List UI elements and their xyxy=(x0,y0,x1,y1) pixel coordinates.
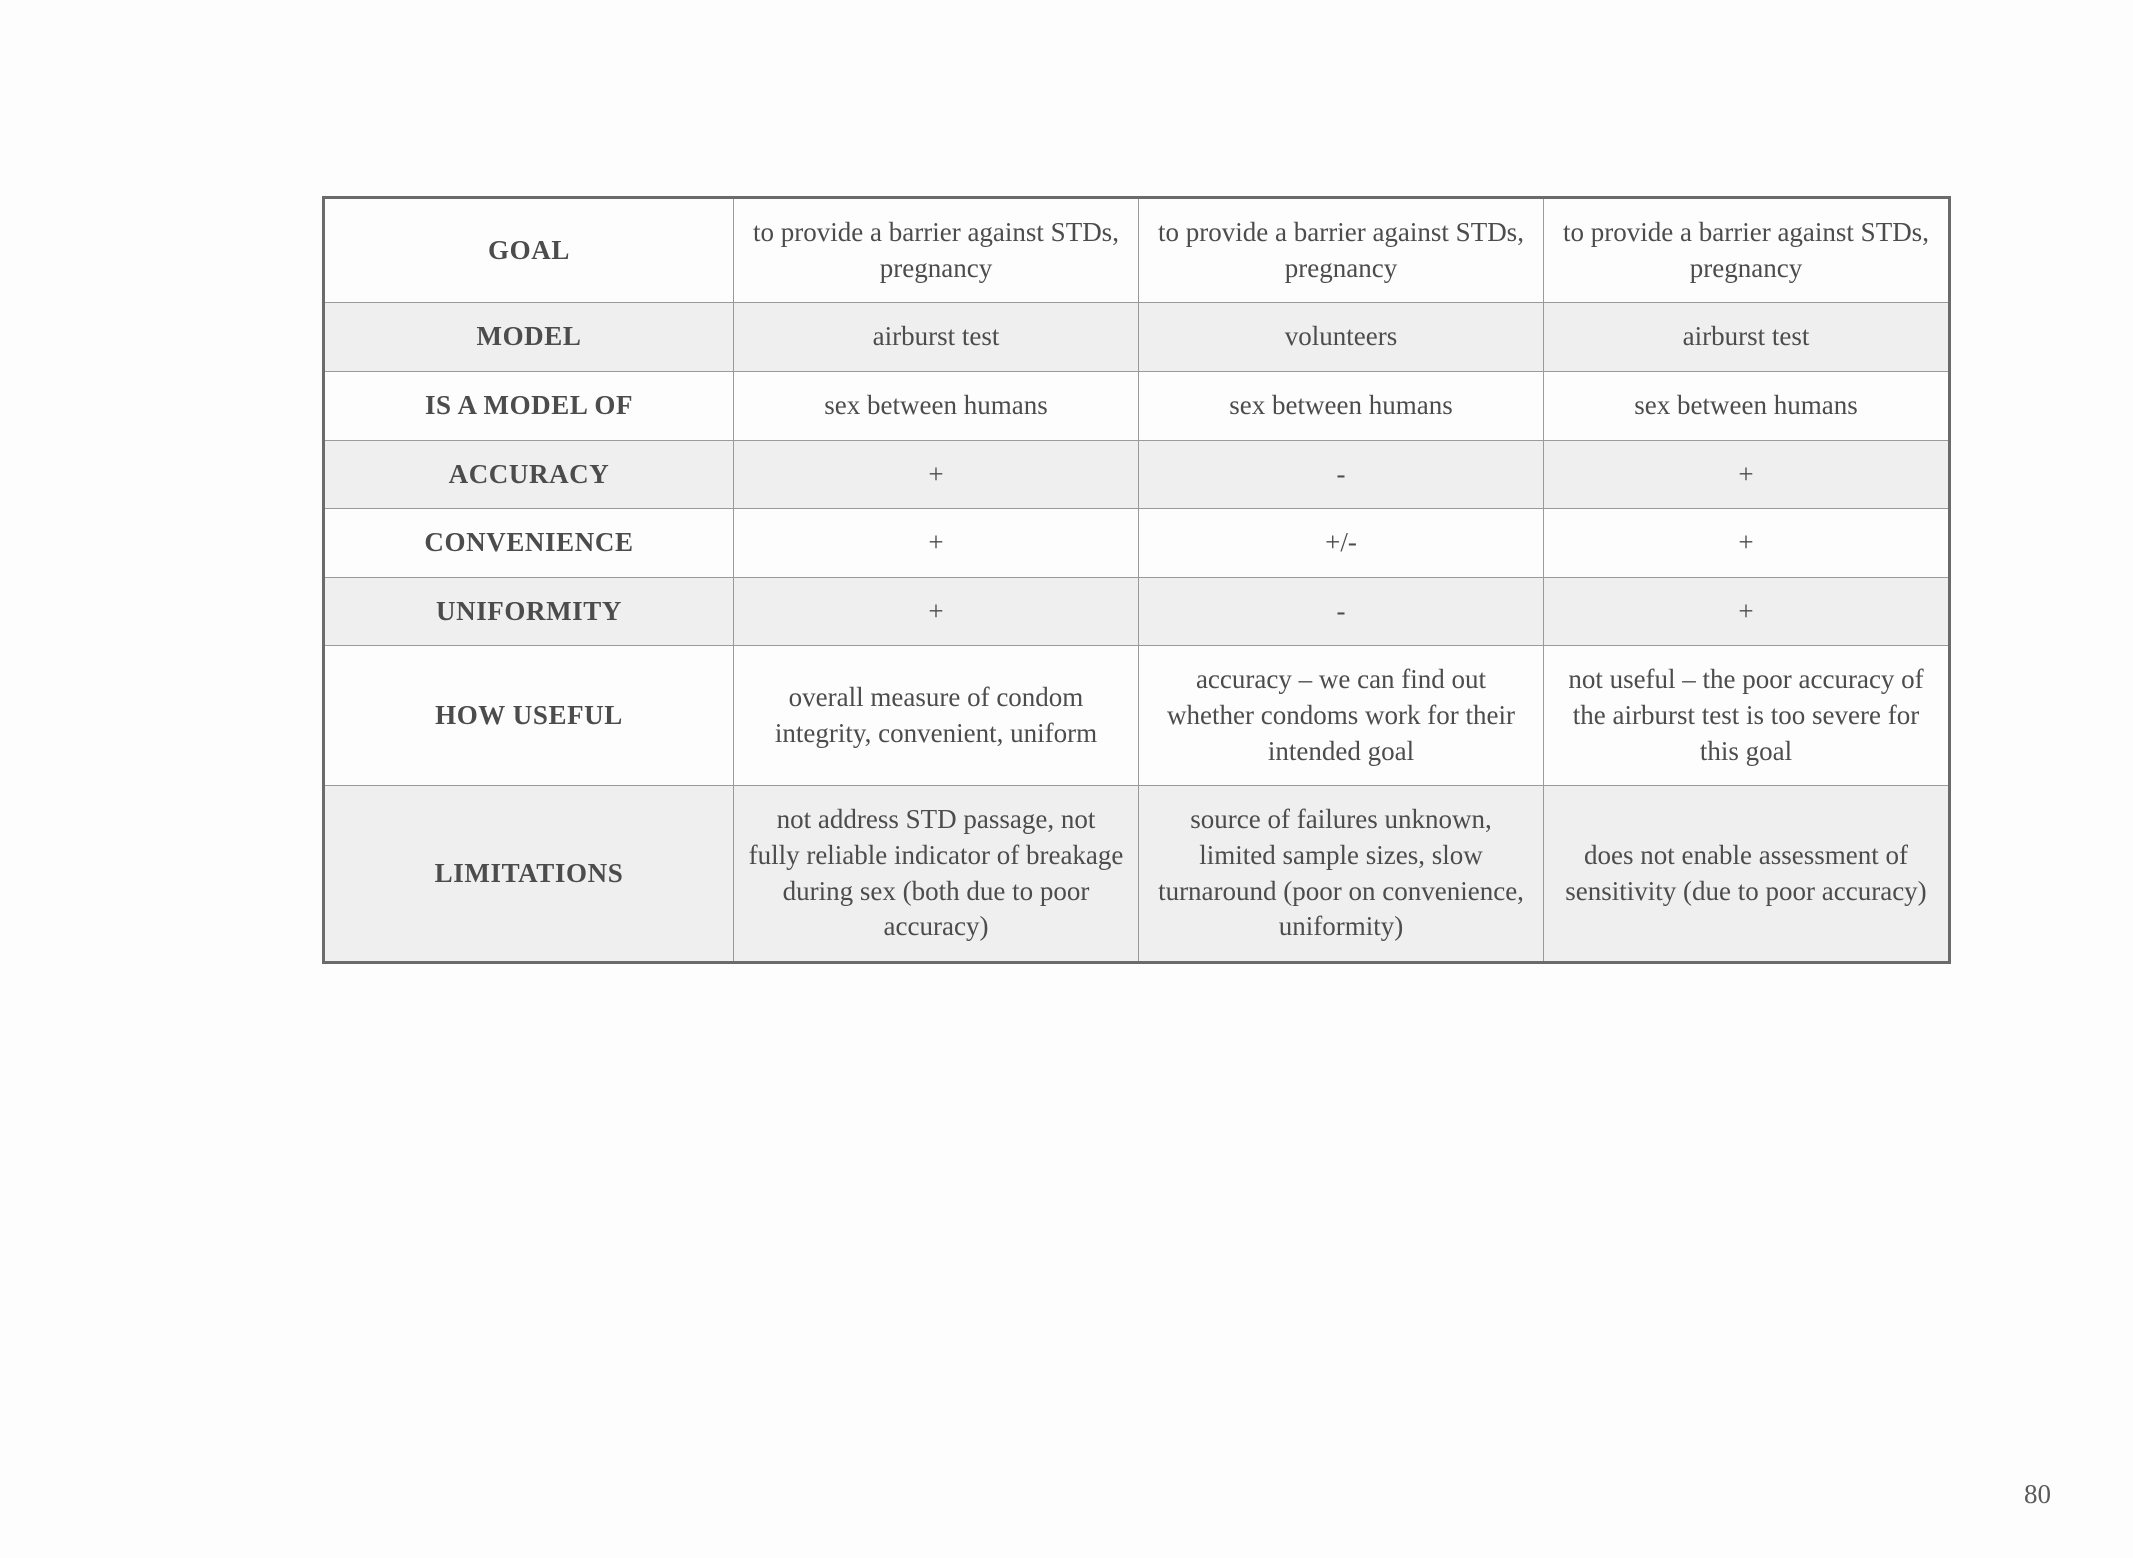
cell-accuracy-col1: + xyxy=(734,440,1139,509)
table-row xyxy=(324,371,1950,440)
cell-accuracy-col2: - xyxy=(1139,440,1544,509)
cell-how-useful-col1: overall measure of condom integrity, convenient, uniform xyxy=(734,646,1139,786)
cell-is-a-model-of-col1: sex between humans xyxy=(734,371,1139,440)
row-label-convenience: CONVENIENCE xyxy=(324,509,734,578)
row-label-uniformity: UNIFORMITY xyxy=(324,577,734,646)
table-row xyxy=(324,198,1950,303)
page-number: 80 xyxy=(2024,1479,2051,1509)
cell-uniformity-col3: + xyxy=(1544,577,1950,646)
cell-convenience-col2: +/- xyxy=(1139,509,1544,578)
cell-is-a-model-of-col3: sex between humans xyxy=(1544,371,1950,440)
comparison-table-container xyxy=(322,196,1929,964)
cell-limitations-col3: does not enable assessment of sensitivity (due to poor accuracy) xyxy=(1544,786,1950,963)
row-label-model: MODEL xyxy=(324,303,734,372)
row-label-how-useful: HOW USEFUL xyxy=(324,646,734,786)
cell-model-col1: airburst test xyxy=(734,303,1139,372)
table-row xyxy=(324,303,1950,372)
cell-uniformity-col2: - xyxy=(1139,577,1544,646)
cell-convenience-col1: + xyxy=(734,509,1139,578)
table-row xyxy=(324,646,1950,786)
cell-convenience-col3: + xyxy=(1544,509,1950,578)
cell-goal-col2: to provide a barrier against STDs, pregnancy xyxy=(1139,198,1544,303)
cell-is-a-model-of-col2: sex between humans xyxy=(1139,371,1544,440)
comparison-table xyxy=(322,196,1951,964)
cell-goal-col1: to provide a barrier against STDs, pregnancy xyxy=(734,198,1139,303)
table-row xyxy=(324,577,1950,646)
cell-limitations-col1: not address STD passage, not fully reliable indicator of breakage during sex (both due to poor accuracy) xyxy=(734,786,1139,963)
cell-how-useful-col2: accuracy – we can find out whether condoms work for their intended goal xyxy=(1139,646,1544,786)
row-label-limitations: LIMITATIONS xyxy=(324,786,734,963)
row-label-accuracy: ACCURACY xyxy=(324,440,734,509)
cell-how-useful-col3: not useful – the poor accuracy of the airburst test is too severe for this goal xyxy=(1544,646,1950,786)
table-row xyxy=(324,786,1950,963)
cell-model-col2: volunteers xyxy=(1139,303,1544,372)
cell-goal-col3: to provide a barrier against STDs, pregnancy xyxy=(1544,198,1950,303)
row-label-goal: GOAL xyxy=(324,198,734,303)
table-row xyxy=(324,440,1950,509)
cell-accuracy-col3: + xyxy=(1544,440,1950,509)
cell-uniformity-col1: + xyxy=(734,577,1139,646)
cell-limitations-col2: source of failures unknown, limited sample sizes, slow turnaround (poor on convenience, uniformity) xyxy=(1139,786,1544,963)
cell-model-col3: airburst test xyxy=(1544,303,1950,372)
table-row xyxy=(324,509,1950,578)
row-label-is-a-model-of: IS A MODEL OF xyxy=(324,371,734,440)
